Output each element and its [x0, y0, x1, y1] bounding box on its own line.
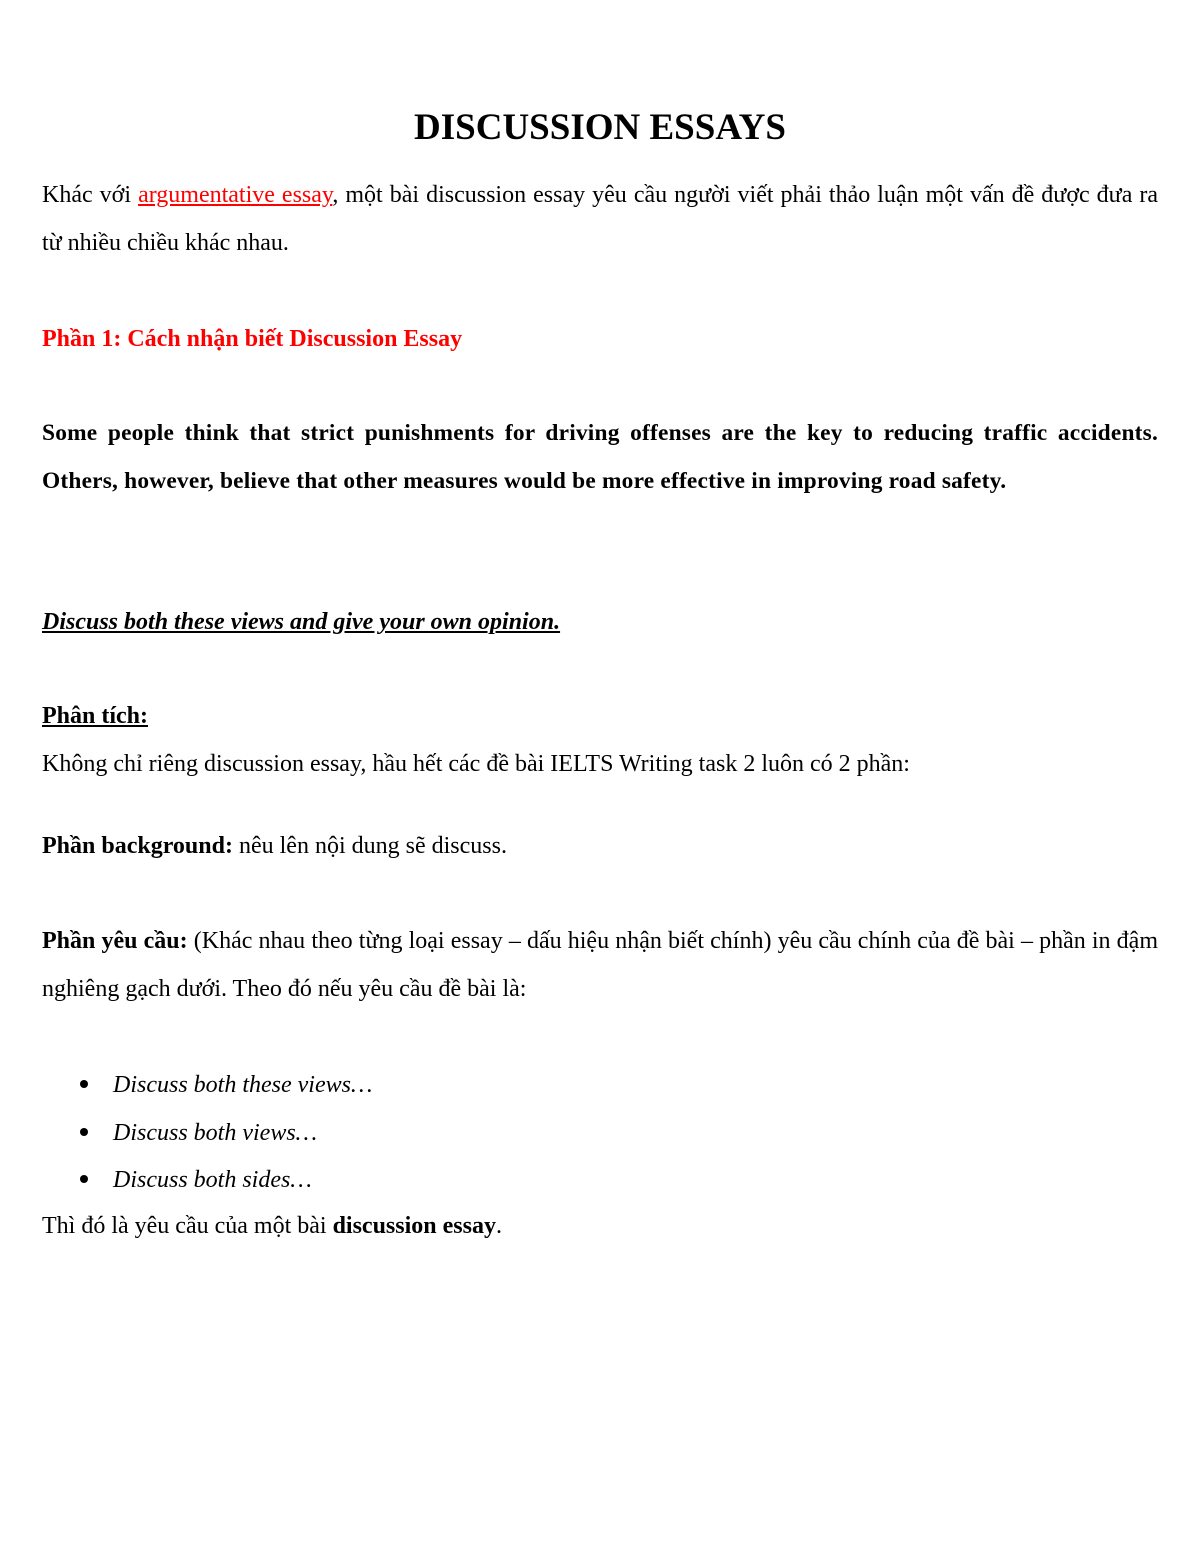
bullet-icon: [80, 1080, 88, 1088]
bullet-icon: [80, 1175, 88, 1183]
requirement-label: Phần yêu cầu:: [42, 928, 188, 954]
analysis-intro: Không chỉ riêng discussion essay, hầu hết các đề bài IELTS Writing task 2 luôn có 2 phần:: [42, 751, 910, 777]
conclusion-text-start: Thì đó là yêu cầu của một bài: [42, 1213, 333, 1239]
list-item-text: Discuss both views…: [113, 1119, 317, 1146]
list-item: [70, 1062, 372, 1110]
requirement-examples-list: [70, 1062, 372, 1205]
intro-paragraph: [42, 172, 1158, 267]
conclusion-text-end: .: [495, 1213, 502, 1239]
list-item-text: Discuss both these views…: [113, 1072, 373, 1098]
intro-text-end: , một bài discussion essay yêu cầu người viết phải thảo luận một vấn đề được đưa ra từ nhiều chiều khác nhau.: [42, 182, 1159, 256]
list-item: [70, 1157, 372, 1205]
background-paragraph: [42, 823, 1158, 871]
list-item: [70, 1110, 372, 1158]
bullet-icon: [80, 1128, 88, 1136]
requirement-paragraph: [42, 918, 1158, 1013]
task-statement: Some people think that strict punishments for driving offenses are the key to reducing traffic accidents. Others, however, believe that other measures would be more effective in improving road safety.: [42, 420, 1158, 494]
section1-heading: Phần 1: Cách nhận biết Discussion Essay: [42, 326, 463, 352]
conclusion-paragraph: [42, 1203, 1158, 1251]
task-instruction: Discuss both these views and give your own opinion.: [42, 609, 561, 635]
intro-text-start: Khác với: [42, 182, 139, 208]
document-title: DISCUSSION ESSAYS: [414, 107, 786, 148]
list-item-text: Discuss both sides…: [113, 1167, 312, 1193]
argumentative-essay-link[interactable]: argumentative essay: [138, 182, 333, 208]
conclusion-bold-term: discussion essay: [332, 1213, 496, 1239]
analysis-heading: Phân tích:: [42, 703, 149, 729]
requirement-text: (Khác nhau theo từng loại essay – dấu hiệu nhận biết chính) yêu cầu chính của đề bài – phần in đậm nghiêng gạch dưới. Theo đó nếu yêu cầu đề bài là:: [42, 928, 1158, 1002]
background-label: Phần background:: [42, 833, 233, 859]
background-text: nêu lên nội dung sẽ discuss.: [232, 833, 507, 859]
